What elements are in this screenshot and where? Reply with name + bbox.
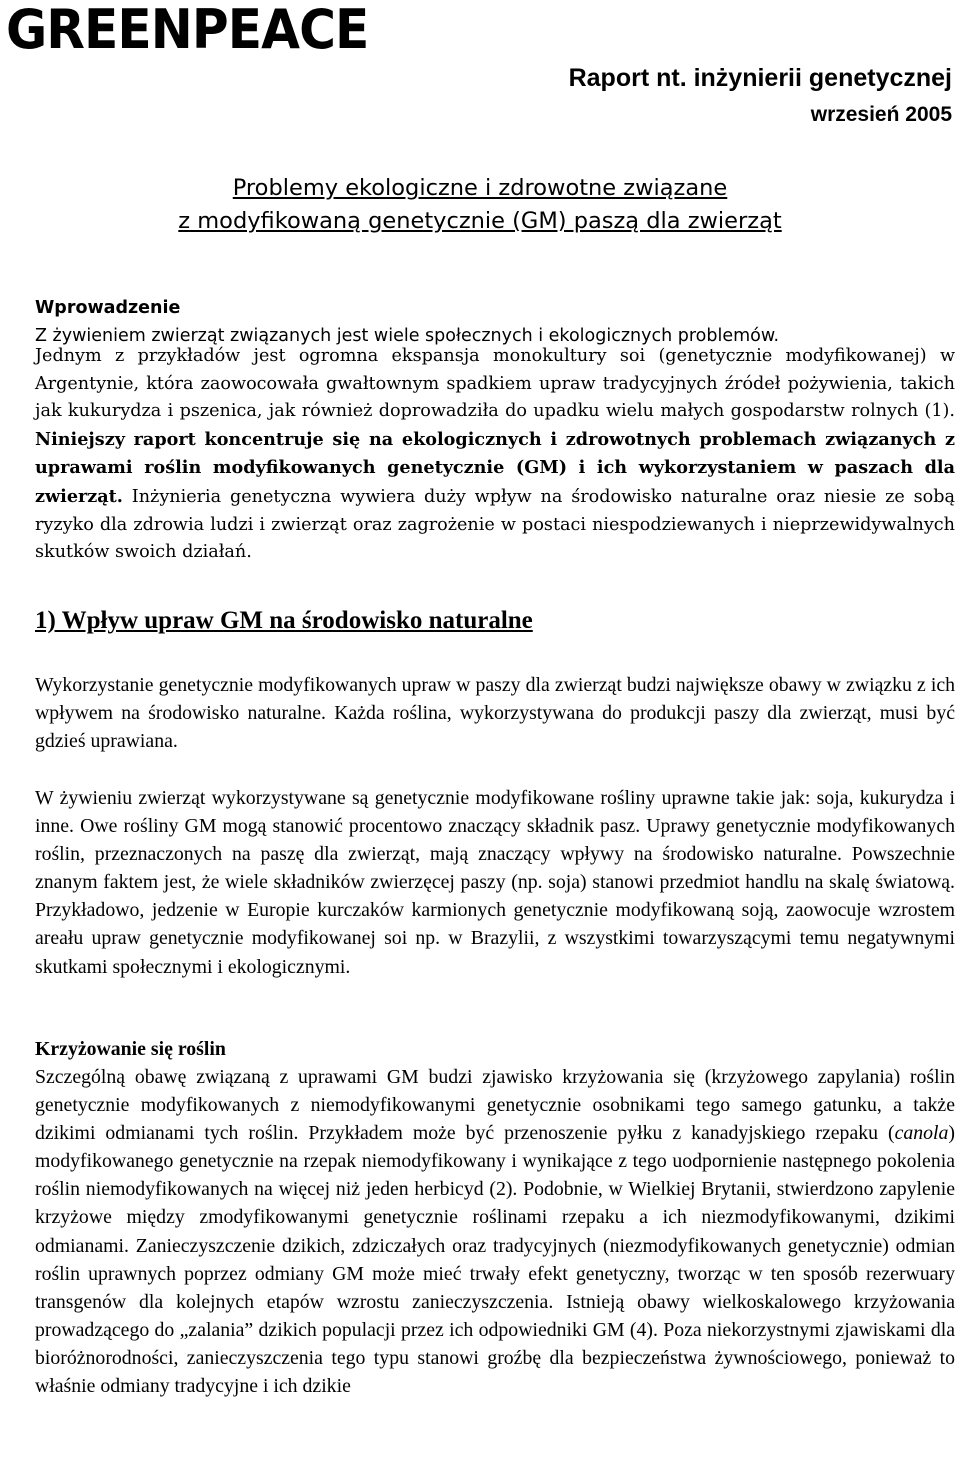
document-title [0,172,960,238]
crossing-text-b: ) modyfikowanego genetycznie na rzepak niemodyfikowany i wynikające z tego uodpornienie następnego pokolenia roślin niemodyfikowanych na więcej niż jeden herbicyd (2). Podobnie, w Wielkiej Brytanii, stwierdzono zapylenie krzyżowe między zmodyfikowanymi genetycznie roślinami rzepaku a ich niezmodyfikowanymi, dzikimi odmianami. Zanieczyszczenie dzikich, zdziczałych oraz tradycyjnych (niezmodyfikowanych genetycznie) odmian roślin uprawnych poprzez odmiany GM może mieć trwały efekt genetyczny, tworząc w ten sposób rezerwuary transgenów dla kolejnych etapów wzrostu zanieczyszczenia. Istnieją obawy wielkoskalowego krzyżowania prowadzącego do „zalania” dzikich populacji przez ich odpowiedniki GM (4). Poza niekorzystnymi zjawiskami dla bioróżnorodności, zanieczyszczenia tego typu stanowi groźbę dla bezpieczeństwa żywnościowego, ponieważ to właśnie odmiany tradycyjne i ich dzikie [35,1122,955,1398]
intro-text-bold: Niniejszy raport koncentruje się na ekologicznych i zdrowotnych problemach związanych z uprawami roślin modyfikowanych genetycznie (GM) i ich wykorzystaniem w paszach dla zwierząt. [35,428,955,507]
section-1-heading: 1) Wpływ upraw GM na środowisko naturalne [35,607,533,634]
section-1-paragraph-1: Wykorzystanie genetycznie modyfikowanych upraw w paszy dla zwierząt budzi największe obawy w związku z ich wpływem na środowisko naturalne. Każda roślina, wykorzystywana do produkcji paszy dla zwierząt, musi być gdzieś uprawiana. [35,674,955,753]
crossing-heading: Krzyżowanie się roślin [35,1038,226,1060]
report-title: Raport nt. inżynierii genetycznej [568,64,952,92]
document-title-line-1: Problemy ekologiczne i zdrowotne związane [232,175,728,201]
intro-paragraph [35,343,955,567]
intro-heading: Wprowadzenie [35,298,181,318]
document-title-line-2: z modyfikowaną genetycznie (GM) paszą dla zwierząt [178,208,782,234]
crossing-paragraph [35,1063,955,1400]
report-date: wrzesień 2005 [810,103,952,126]
crossing-text-a: Szczególną obawę związaną z uprawami GM budzi zjawisko krzyżowania się (krzyżowego zapylania) roślin genetycznie modyfikowanych z niemodyfikowanymi genetycznie osobnikami tego samego gatunku, a także dzikimi odmianami tych roślin. Przykładem może być przenoszenie pyłku z kanadyjskiego rzepaku ( [35,1066,955,1145]
section-1-paragraph-2: W żywieniu zwierząt wykorzystywane są genetycznie modyfikowane rośliny uprawne takie jak: soja, kukurydza i inne. Owe rośliny GM mogą stanowić procentowo znaczący składnik pasz. Uprawy genetycznie modyfikowanych roślin, przeznaczonych na paszę dla zwierząt, mają znaczący wpływy na środowisko naturalne. Powszechnie znanym faktem jest, że wiele składników zwierzęcej paszy (np. soja) stanowi przedmiot handlu na skalę światową. Przykładowo, jedzenie w Europie kurczaków karmionych genetycznie modyfikowaną soją, zaowocuje wzrostem areału upraw genetycznie modyfikowanej soi np. w Brazylii, z wszystkimi towarzyszącymi temu negatywnymi skutkami społecznymi i ekologicznymi. [35,787,955,978]
intro-first-line: Z żywieniem zwierząt związanych jest wiele społecznych i ekologicznych problemów. [35,326,780,346]
intro-text-a: Jednym z przykładów jest ogromna ekspansja monokultury soi (genetycznie modyfikowanej) w Argentynie, która zaowocowała gwałtownym spadkiem upraw tradycyjnych źródeł pożywienia, takich jak kukurydza i pszenica, jak również doprowadziła do upadku wielu małych gospodarstw rolnych (1). [35,346,955,422]
greenpeace-logo: GREENPEACE [6,0,369,61]
crossing-text-italic: canola [894,1122,949,1145]
intro-text-b: Inżynieria genetyczna wywiera duży wpływ na środowisko naturalne oraz niesie ze sobą ryzyko dla zdrowia ludzi i zwierząt oraz zagrożenie w postaci niespodziewanych i nieprzewidywalnych skutków swoich działań. [35,486,955,563]
